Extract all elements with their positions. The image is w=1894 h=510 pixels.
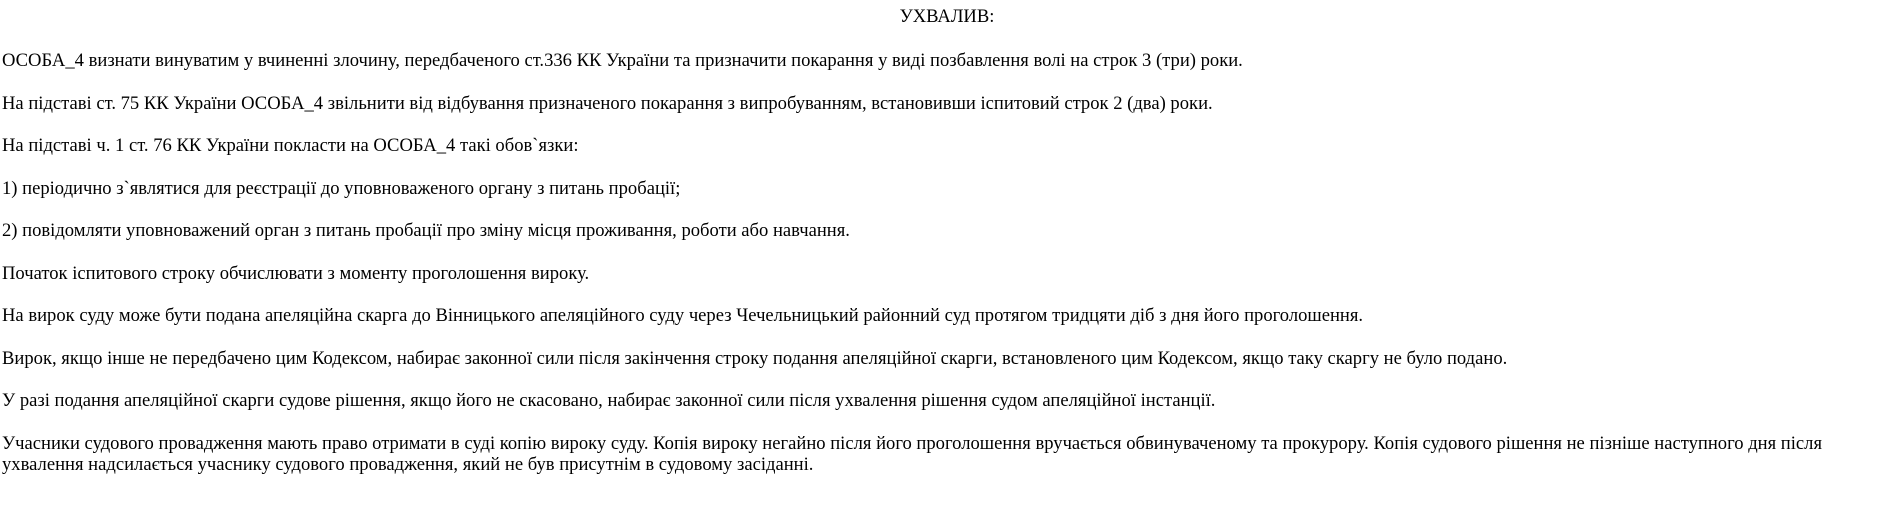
paragraph-obligation-2: 2) повідомляти уповноважений орган з питань пробації про зміну місця проживання, роботи або навчання. bbox=[2, 220, 850, 241]
paragraph-obligations-intro: На підставі ч. 1 ст. 76 КК України покласти на ОСОБА_4 такі обов`язки: bbox=[2, 135, 579, 156]
court-decision-document bbox=[0, 6, 1894, 476]
paragraph-copies: Учасники судового провадження мають право отримати в суді копію вироку суду. Копія вироку негайно після його проголошення вручається обвинуваченому та прокурору. Копія судового рішення не пізніше наступного дня після ухвалення надсилається учаснику судового провадження, який не був присутнім в судовому засіданні. bbox=[2, 432, 1823, 475]
paragraph-obligation-1: 1) періодично з`являтися для реєстрації до уповноваженого органу з питань пробації; bbox=[2, 177, 681, 199]
paragraph-probation-release: На підставі ст. 75 КК України ОСОБА_4 звільнити від відбування призначеного покарання з випробуванням, встановивши іспитовий строк 2 (два) роки. bbox=[2, 92, 1213, 114]
paragraph-appeal-effect: У разі подання апеляційної скарги судове рішення, якщо його не скасовано, набирає законної сили після ухвалення рішення судом апеляційної інстанції. bbox=[2, 390, 1216, 411]
paragraph-appeal: На вирок суду може бути подана апеляційна скарга до Вінницького апеляційного суду через Чечельницький районний суд протягом тридцяти діб з дня його проголошення. bbox=[2, 305, 1364, 326]
paragraph-verdict: ОСОБА_4 визнати винуватим у вчиненні злочину, передбаченого ст.336 КК України та призначити покарання у виді позбавлення волі на строк 3 (три) роки. bbox=[2, 50, 1243, 71]
decision-heading: УХВАЛИВ: bbox=[899, 6, 995, 27]
paragraph-probation-start: Початок іспитового строку обчислювати з моменту проголошення вироку. bbox=[2, 262, 590, 284]
paragraph-legal-force: Вирок, якщо інше не передбачено цим Кодексом, набирає законної сили після закінчення строку подання апеляційної скарги, встановленого цим Кодексом, якщо таку скаргу не було подано. bbox=[2, 347, 1508, 369]
